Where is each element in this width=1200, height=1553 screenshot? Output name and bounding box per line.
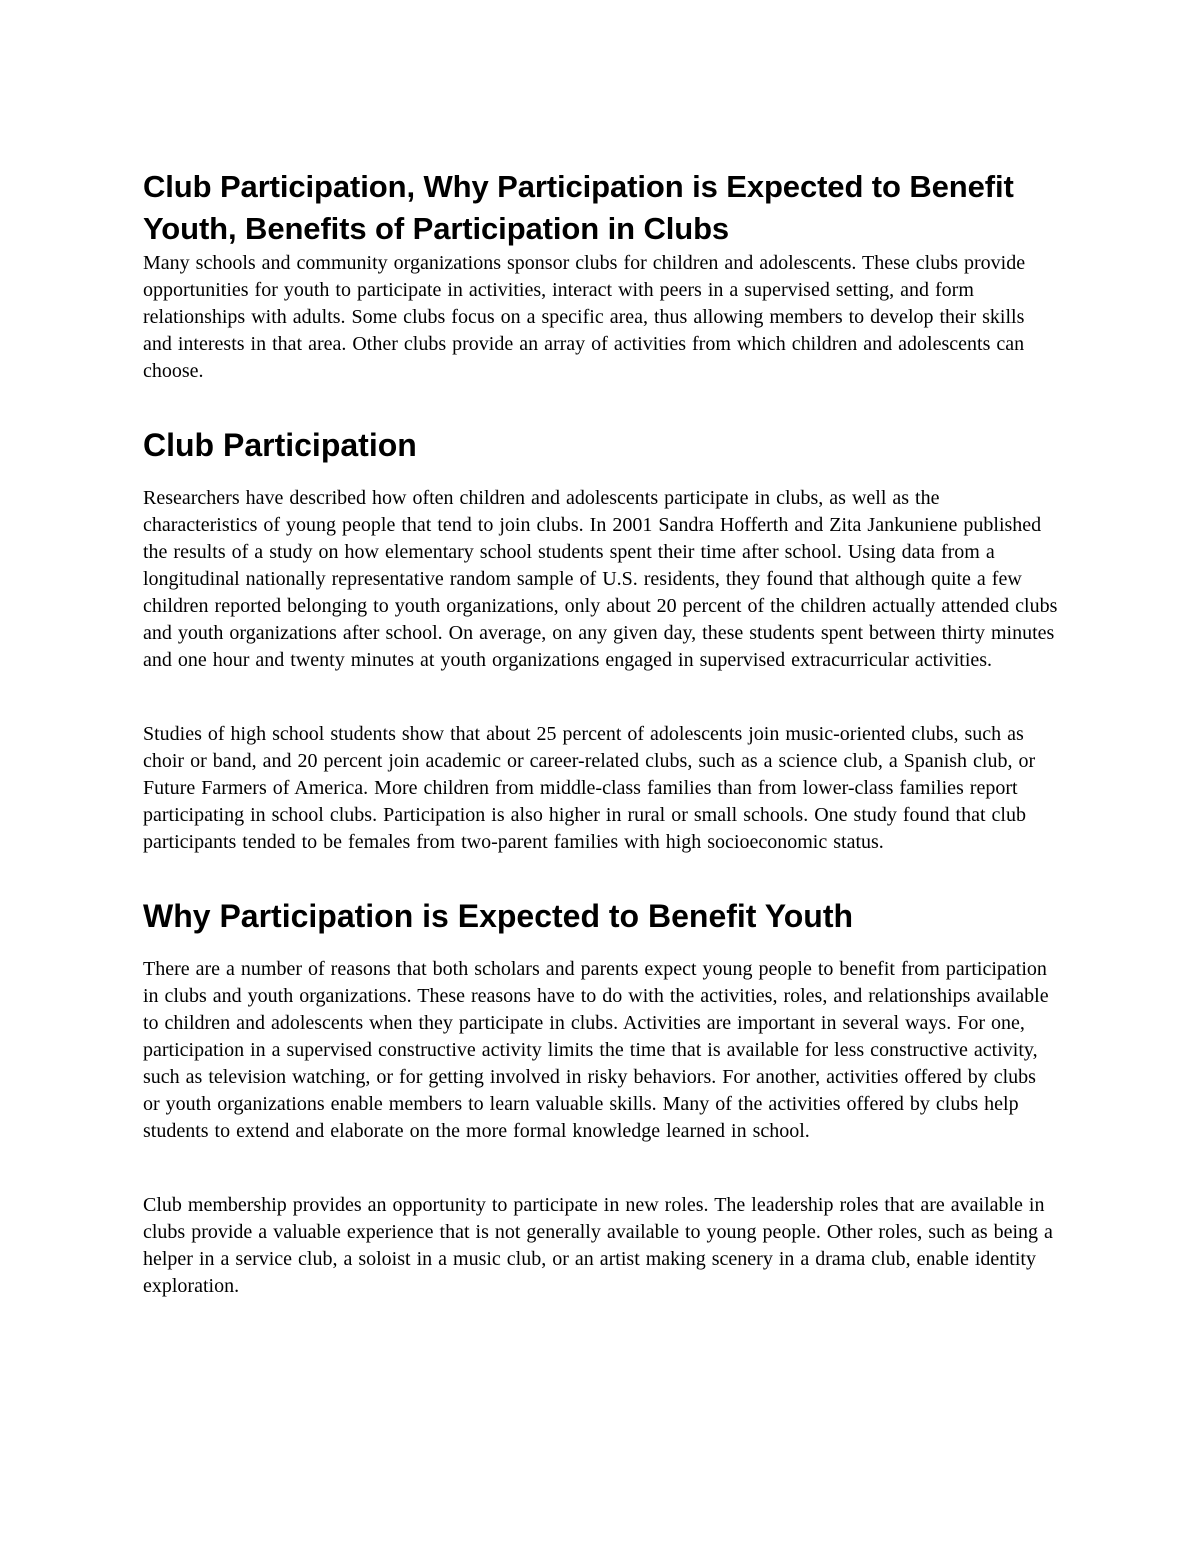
section-1-paragraph-1: Researchers have described how often children and adolescents participate in clubs, as well as the characteristics of young people that tend to join clubs. In 2001 Sandra Hofferth and Zita Jankuniene published the results of a study on how elementary school students spent their time after school. Using data from a longitudinal nationally representative random sample of U.S. residents, they found that although quite a few children reported belonging to youth organizations, only about 20 percent of the children actually attended clubs and youth organizations after school. On average, on any given day, these students spent between thirty minutes and one hour and twenty minutes at youth organizations engaged in supervised extracurricular activities.: [143, 487, 1058, 671]
document-title: Club Participation, Why Participation is Expected to Benefit Youth, Benefits of Participation in Clubs: [143, 169, 1014, 246]
document-page: [143, 166, 1058, 1300]
section-heading-why-participation: Why Participation is Expected to Benefit Youth: [143, 898, 854, 934]
section-1-paragraph-2: Studies of high school students show that about 25 percent of adolescents join music-oriented clubs, such as choir or band, and 20 percent join academic or career-related clubs, such as a science club, a Spanish club, or Future Farmers of America. More children from middle-class families than from lower-class families report participating in school clubs. Participation is also higher in rural or small schools. One study found that club participants tended to be females from two-parent families with high socioeconomic status.: [143, 723, 1036, 853]
intro-paragraph: Many schools and community organizations sponsor clubs for children and adolescents. These clubs provide opportunities for youth to participate in activities, interact with peers in a supervised setting, and form relationships with adults. Some clubs focus on a specific area, thus allowing members to develop their skills and interests in that area. Other clubs provide an array of activities from which children and adolescents can choose.: [143, 252, 1026, 382]
section-2-paragraph-2: Club membership provides an opportunity to participate in new roles. The leadership roles that are available in clubs provide a valuable experience that is not generally available to young people. Other roles, such as being a helper in a service club, a soloist in a music club, or an artist making scenery in a drama club, enable identity exploration.: [143, 1194, 1053, 1297]
section-2-paragraph-1: There are a number of reasons that both scholars and parents expect young people to benefit from participation in clubs and youth organizations. These reasons have to do with the activities, roles, and relationships available to children and adolescents when they participate in clubs. Activities are important in several ways. For one, participation in a supervised constructive activity limits the time that is available for less constructive activity, such as television watching, or for getting involved in risky behaviors. For another, activities offered by clubs or youth organizations enable members to learn valuable skills. Many of the activities offered by clubs help students to extend and elaborate on the more formal knowledge learned in school.: [143, 958, 1049, 1142]
section-heading-club-participation: Club Participation: [143, 427, 417, 463]
